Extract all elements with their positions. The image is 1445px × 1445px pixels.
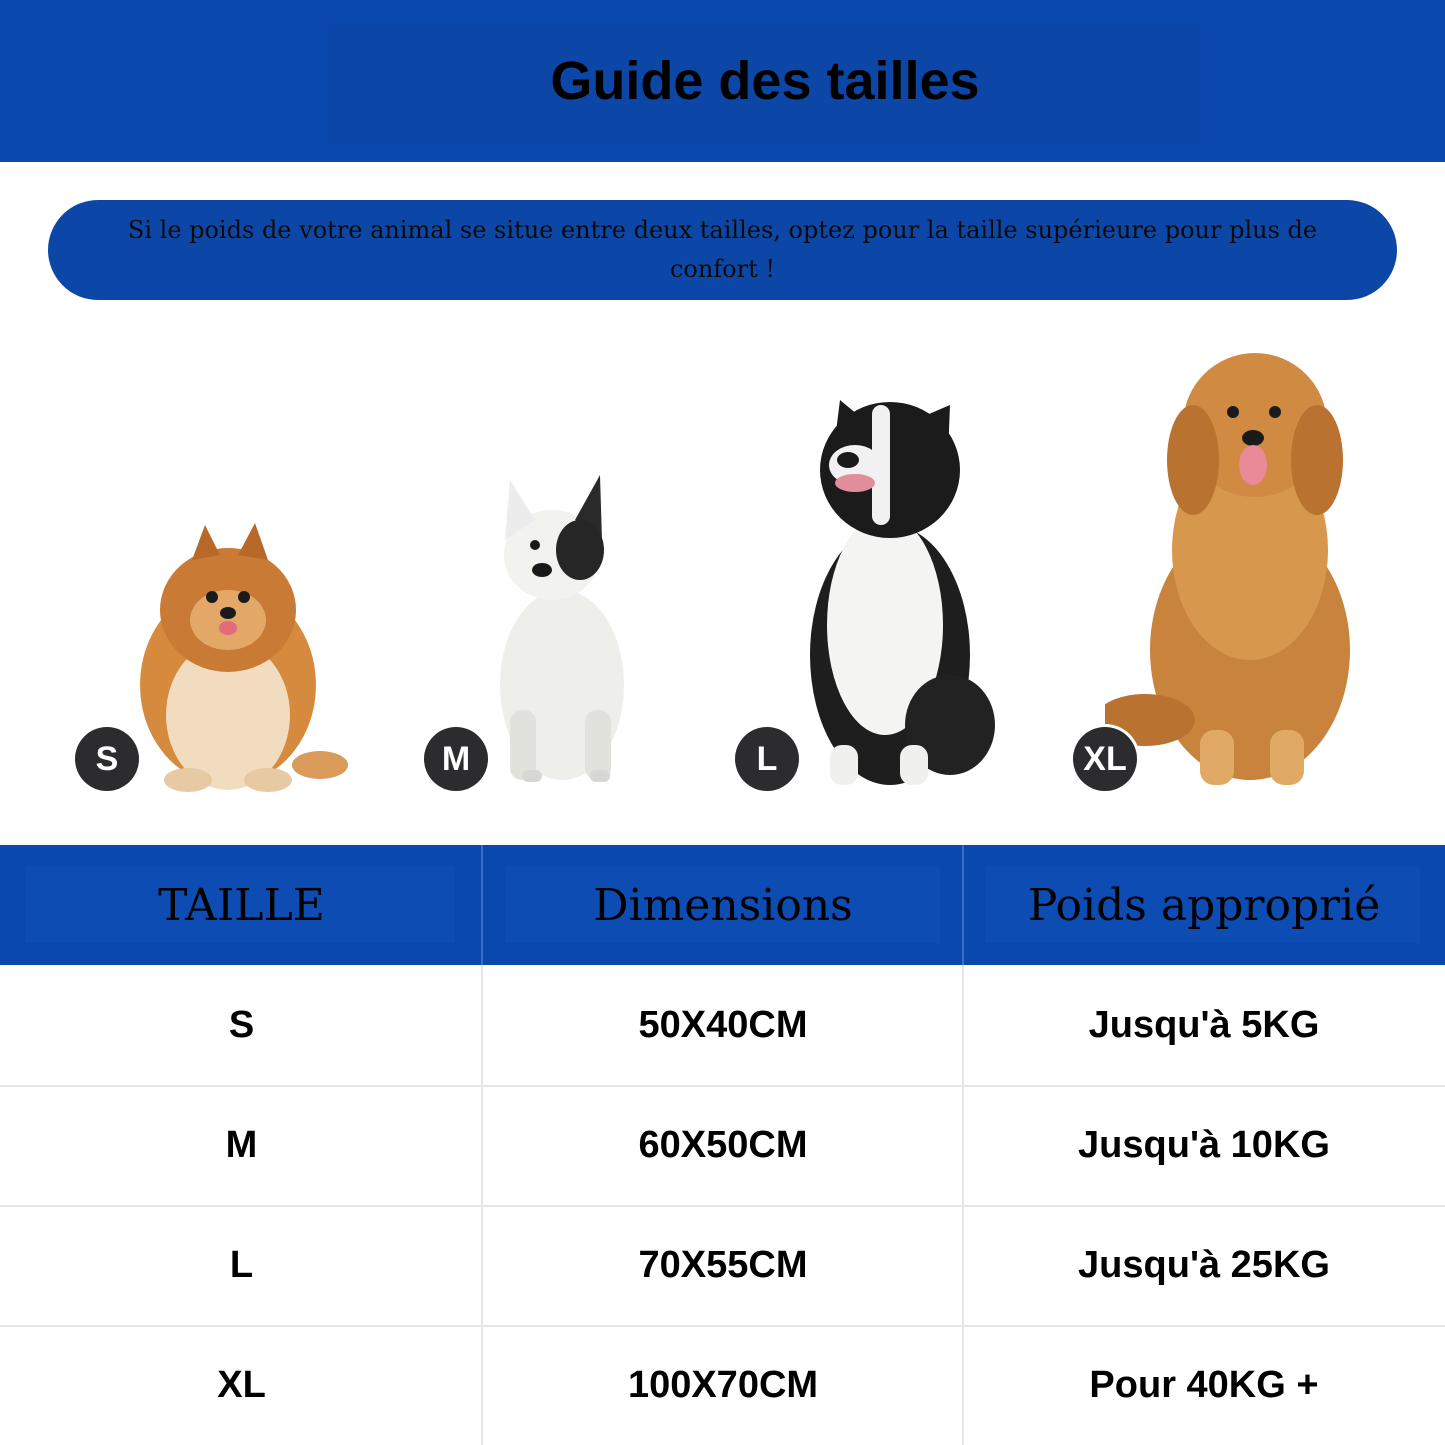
column-divider (481, 965, 483, 1445)
table-row (0, 965, 1445, 1087)
header-poids: Poids approprié (1027, 879, 1381, 931)
cell-dimensions: 100X70CM (627, 1363, 819, 1406)
cell-weight: Jusqu'à 5KG (1088, 1003, 1320, 1046)
size-table (0, 845, 1445, 1445)
size-advice-banner (48, 200, 1397, 300)
pomeranian-image (120, 515, 355, 800)
table-header-row (0, 845, 1445, 965)
cell-size: XL (217, 1363, 266, 1406)
size-badge-xl: XL (1073, 727, 1137, 791)
cell-weight: Pour 40KG + (1089, 1363, 1319, 1406)
cell-size: M (225, 1123, 258, 1166)
size-badge-l: L (735, 727, 799, 791)
header-taille: TAILLE (158, 879, 325, 931)
table-row (0, 1205, 1445, 1327)
cell-size: L (229, 1243, 254, 1286)
size-badge-s: S (75, 727, 139, 791)
cell-weight: Jusqu'à 25KG (1078, 1243, 1330, 1286)
table-row (0, 1085, 1445, 1207)
cell-dimensions: 50X40CM (638, 1003, 808, 1046)
golden-retriever-image (1105, 350, 1360, 790)
cell-size: S (228, 1003, 255, 1046)
size-badge-m: M (424, 727, 488, 791)
french-bulldog-image (480, 470, 645, 790)
column-divider (962, 965, 964, 1445)
page-title: Guide des tailles (550, 51, 980, 111)
border-collie-image (800, 395, 1000, 790)
cell-dimensions: 60X50CM (638, 1123, 808, 1166)
table-row (0, 1325, 1445, 1445)
header-banner (0, 0, 1445, 162)
size-advice-text: Si le poids de votre animal se situe entre deux tailles, optez pour la taille supérieure pour plus de confort ! (127, 216, 1318, 283)
header-dimensions: Dimensions (593, 879, 853, 931)
cell-weight: Jusqu'à 10KG (1078, 1123, 1330, 1166)
cell-dimensions: 70X55CM (638, 1243, 808, 1286)
